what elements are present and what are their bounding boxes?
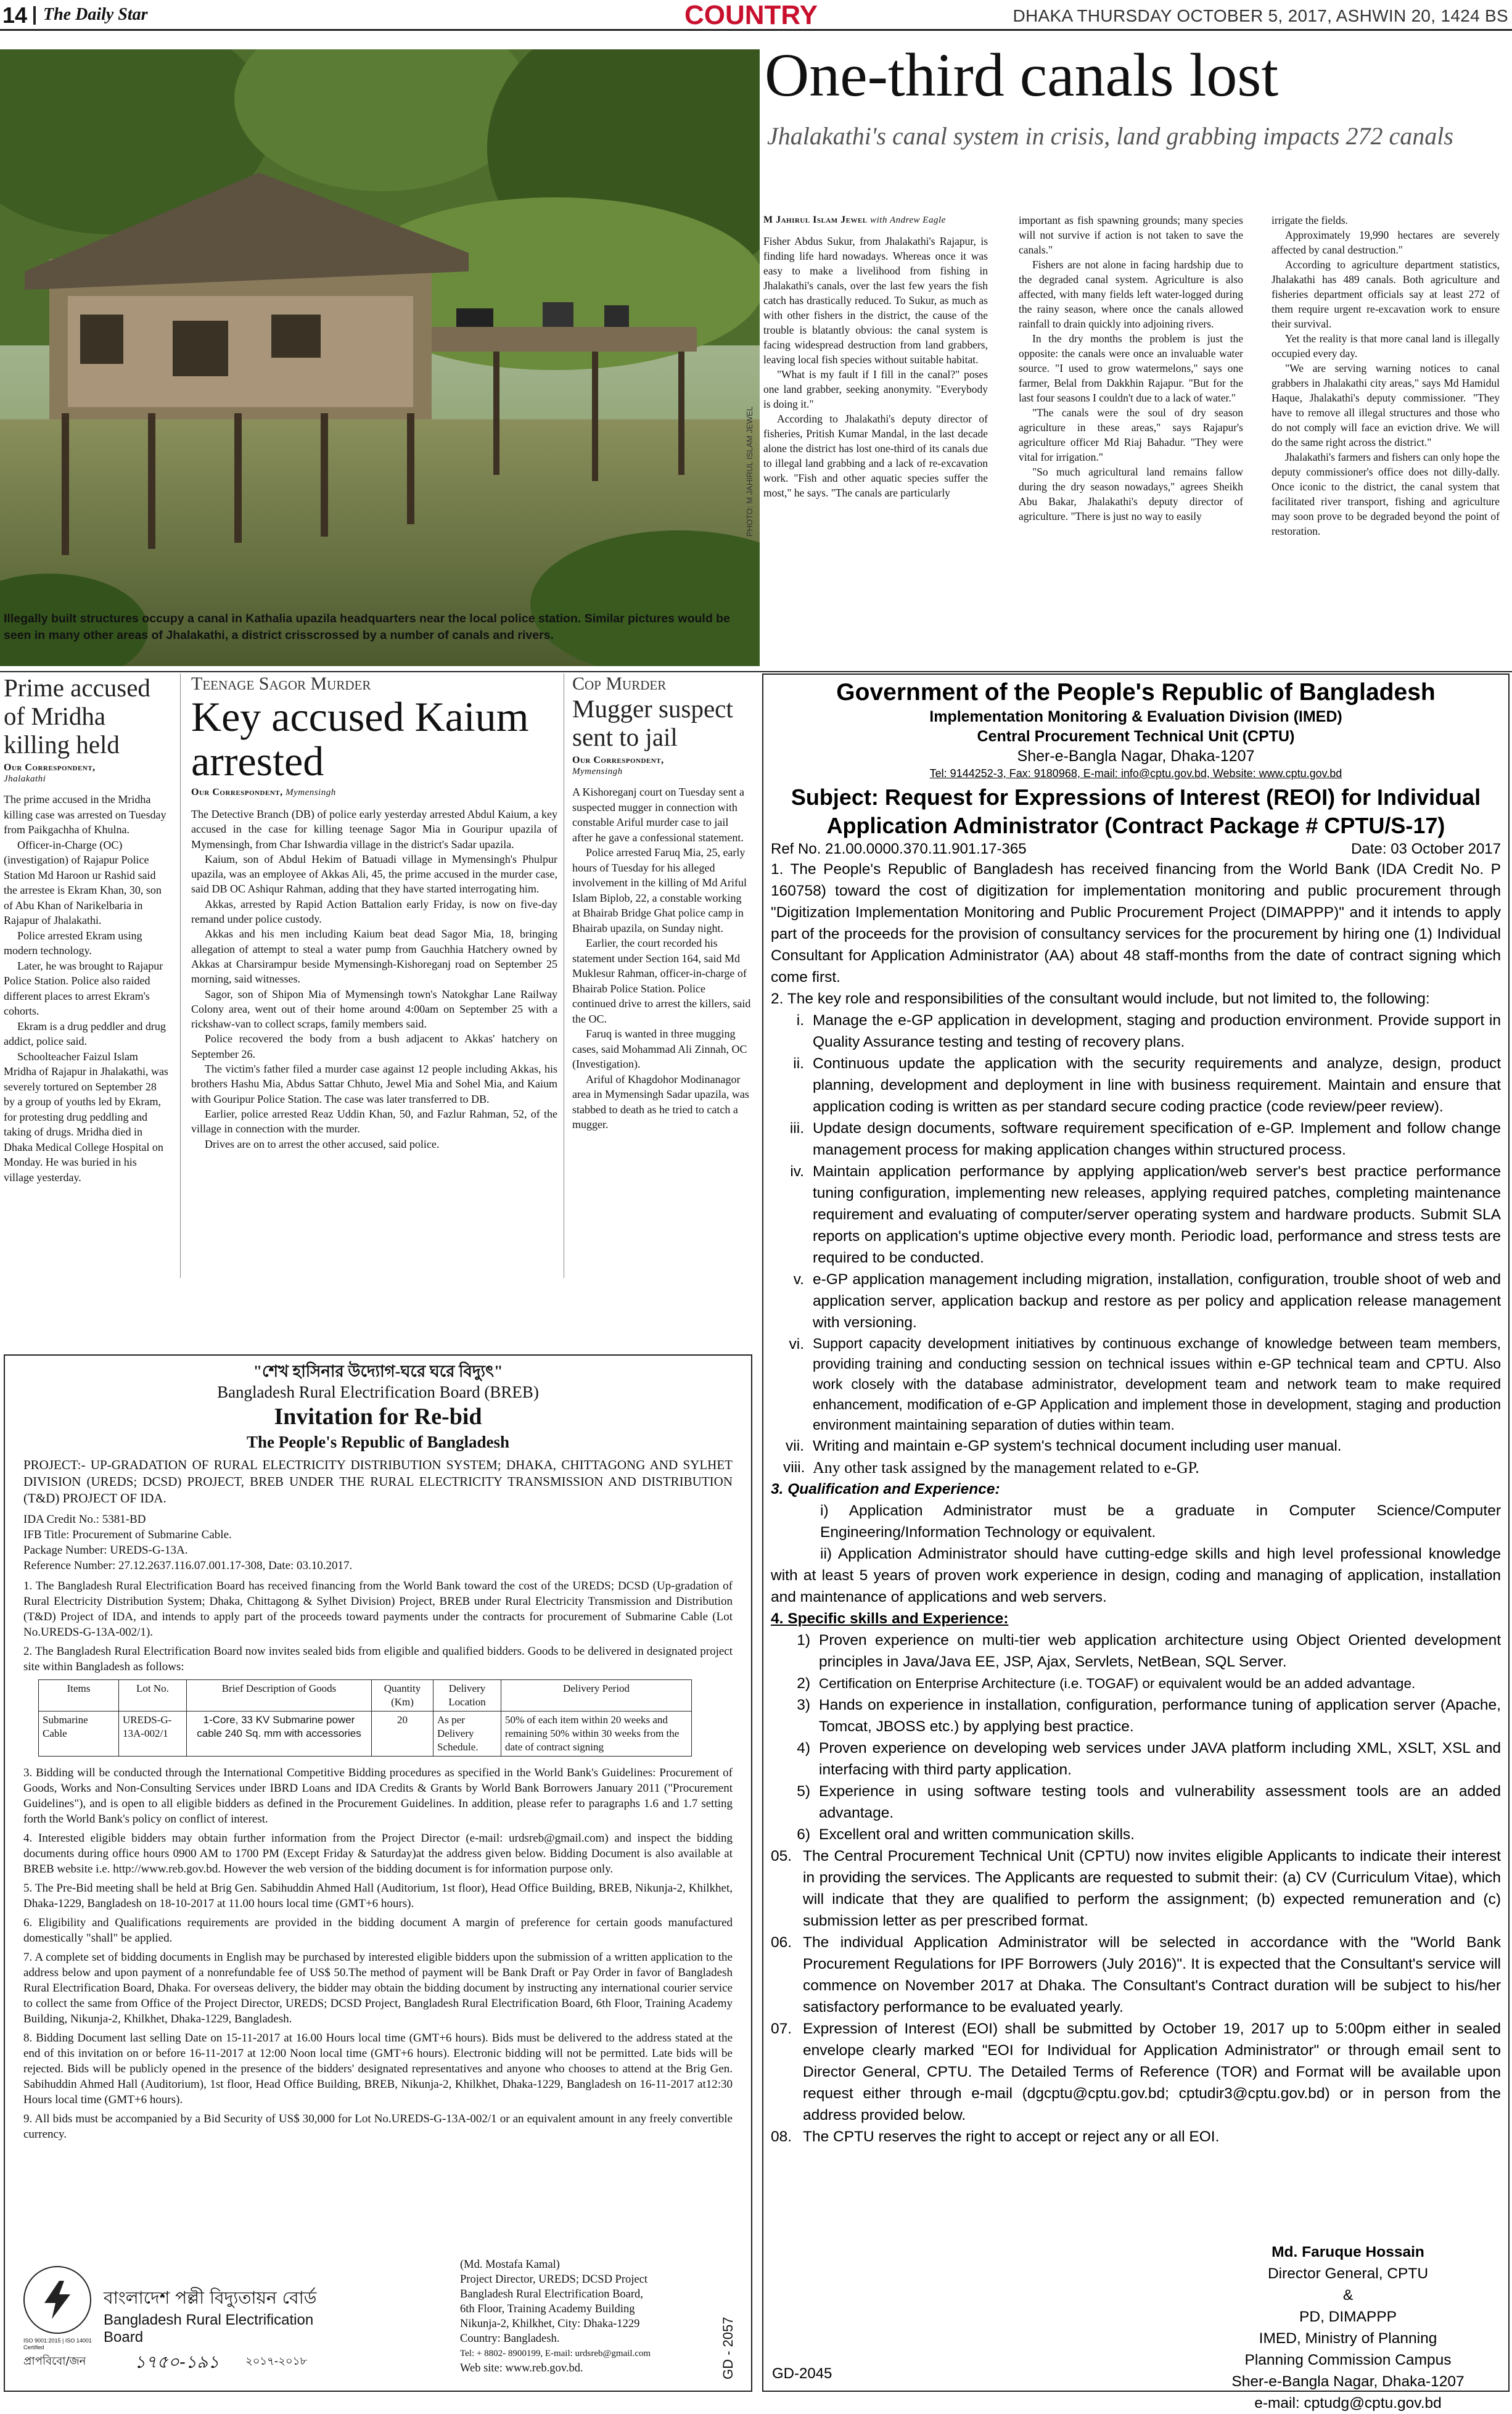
breb-title: Invitation for Re-bid [274,1404,482,1430]
masthead [0,0,1512,31]
tail-item: 08. The CPTU reserves the right to accept or reject any or all EOI. [771,2128,1220,2145]
breb-memo-label: প্রাপবিবো/জন [23,2355,86,2368]
mugger-headline: Mugger suspect sent to jail [572,694,733,751]
tail-item: 07. Expression of Interest (EOI) shall be submitted by October 19, 2017 up to 5:00pm either in sealed envelope clearly marked "EOI for Individual for Application Administrator" or through email sent to Director General, CPTU. The Detailed Terms of Reference (TOR) and Format will be available upon request either through e-mail (dgcptu@cptu.gov.bd; cptudir3@cptu.gov.bd) or in person from the address provided below. [771,2021,1501,2124]
role-item: iii. Update design documents, software requirement specification of e-GP. Implement and follow change management process for making application changes within structured process. [789,1120,1501,1158]
cptu-advertisement [762,674,1510,2412]
col-rule-1 [180,674,181,1278]
lead-c3-p2: Approximately 19,990 hectares are severely affected by canal destruction." [1272,229,1500,256]
lead-c3-p4: Yet the reality is that more canal land is illegally occupied every day. [1272,332,1500,360]
lead-c3-p3: According to agriculture department statistics, Jhalakathi has 489 canals. Both agriculture and fisheries department officials say at least 272 of them require urgent re-excavation work to ensure their survival. [1272,258,1500,330]
breb-logo-icon [23,2266,91,2334]
sagor-headline: Key accused Kaium arrested [191,693,529,785]
canal-photo-illustration [0,49,760,666]
cptu-section-4: 4. Specific skills and Experience: [771,1610,1009,1627]
lead-c2-p2: Fishers are not alone in facing hardship due to the degraded canal system. Agriculture is also affected, with many fields left water-logged during the rainy season, where once the canals allowed rainfall to drain quickly into adjoining rivers. [1019,258,1243,330]
cptu-gd-number: GD-2045 [772,2365,832,2382]
lightning-icon [36,2278,79,2321]
breb-paras: 3. Bidding will be conducted through the International Competitive Bidding procedures as specified in the World Bank's Guidelines: Procurement of Goods, Works and Non-Consulting Services under IBRD Loans and IDA Credits & Grants by World Bank Borrowers January 2011 ("Procurement Guidelines"), and is open to all eligible bidders as defined in the Procurement Guidelines. In addition, please refer to paragraphs 1.6 and 1.7 setting forth the World Bank's policy on conflict of interest. 4. Interested eligible bidders may obtain further information from the Project Director (e-mail: urdsreb@gmail.com) and inspect the bidding documents during office hours 0900 AM to 1700 PM (Except Friday & Saturday)at the address given below. Bidding Document is also available at BREB website i.e. http://www.reb.gov.bd. However the web version of the bidding document is for information purpose only. 5. The Pre-Bid meeting shall be held at Brig Gen. Sabihuddin Ahmed Hall (Auditorium, 1st floor), Head Office Building, BREB, Nikunja-2, Khilkhet, Dhaka-1229, Bangladesh on 18-10-2017 at 11.00 hours local time (GMT+6 hours). 6. Eligibility and Qualifications requirements are provided in the bidding document A margin of preference for certain goods manufactured domestically "shall" be applied. 7. A complete set of bidding documents in English may be purchased by interested eligible bidders upon the submission of a written application to the address below and upon payment of a nonrefundable fee of US$ 50.The method of payment will be Bank Draft or Pay Order in favor of Bangladesh Rural Electrification Board, Dhaka. For overseas delivery, the bidder may obtain the bidding document by instructing any international courier service to collect the same from Office of the Project Director, UREDS; DCSD Project, Bangladesh Rural Electrification Board, 6th Floor, Training Academy Building, Nikunja-2, Khilkhet, Dhaka-1229, Bangladesh. 8. Bidding Document last selling Date on 15-11-2017 at 16.00 Hours local time (GMT+6 hours). Bids must be delivered to the address stated at the end of this invitation on or before 16-11-2017 at 12:00 Noon local time (GMT+6 hours). Electronic bidding will not be permitted. Late bids will be rejected. Bids will be publicly opened in the presence of the bidders' designated representatives and anyone who chooses to attend at the Brig Gen. Sabihuddin Ahmed Hall (Auditorium), 1st floor, Head Office Building, BREB, Nikunja-2, Khilkhet, Dhaka-1229, Bangladesh on 16-11-2017 at12:30 Hours local time (GMT+6 hours). 9. All bids must be accompanied by a Bid Security of US$ 30,000 for Lot No.UREDS-G-13A-002/1 or an equivalent amount in any freely convertible currency. [23,1766,733,2141]
story-mugger [572,674,751,1132]
sagor-byline: Our Correspondent, Mymensingh [191,787,336,797]
cptu-qual-2: ii) Application Administrator should have cutting-edge skills and high level professional knowledge with at least 5 years of proven work experience in design, coding and managing of application, installation and maintenance of applications and web servers. [771,1546,1501,1605]
page-number-bar [33,6,36,25]
lead-c3-p5: "We are serving warning notices to canal grabbers in Jhalakathi city areas," says Md Hamidul Haque, Jhalakathi's deputy commissioner. "They have to remove all illegal structures and those who do not comply will face an eviction drive. We will do the same right across the district." [1272,362,1500,448]
mridha-headline: Prime accused of Mridha killing held [4,674,150,759]
breb-memo-number: ১৭৫০-১৯১ [134,2352,220,2372]
lead-c2-p3: In the dry months the problem is just the opposite: the canals were once an invaluable water source. "I used to grow watermelons," says one farmer, Belal from Dakkhin Rajapur. "But for the last four seasons I couldn't due to a lack of water." [1019,332,1243,404]
breb-gd-number: GD - 2057 [720,2317,736,2379]
lead-deck: Jhalakathi's canal system in crisis, land grabbing impacts 272 canals [767,122,1453,150]
table-row: Submarine Cable UREDS-G-13A-002/1 1-Core, 33 KV Submarine power cable 240 Sq. mm with accessories 20 As per Delivery Schedule. 50% of each item within 20 weeks and remaining 50% within 30 weeks from the date of contract signing [39,1712,692,1757]
photo-caption: Illegally built structures occupy a canal in Kathalia upazila headquarters near the local police station. Similar pictures would be seen in many other areas of Jhalakathi, a district crisscrossed by a number of canals and rivers. [4,612,730,642]
breb-logo-en: Bangladesh Rural Electrification Board [104,2312,314,2346]
role-item: viii. Any other task assigned by the management related to e-GP. [783,1459,1199,1477]
cptu-ref-row [771,840,1501,859]
section-name: COUNTRY [684,0,818,30]
role-item: vi. Support capacity development initiatives by continuous exchange of knowledge between team members, providing training and conducting session on technical issues within e-GP technical team and CPTU. Also work closely with the database administrator, development team and network team to make required enhancement, modification of e-GP Application and implement those in development, staging and production environment maintaining separation of duties within team. [789,1335,1501,1433]
lead-col-3 [1272,213,1500,538]
mugger-kicker: Cop Murder [572,674,667,694]
cptu-div2: Central Procurement Technical Unit (CPTU) [977,728,1295,745]
lead-c3-p6: Jhalakathi's farmers and fishers can only hope the deputy commissioner's office does not dilly-dally. Once iconic to the district, the canal system that facilitated river transport, fishing and agriculture may soon prove to be degraded beyond the point of restoration. [1272,451,1500,537]
role-item: vii. Writing and maintain e-GP system's technical document including user manual. [786,1438,1342,1454]
skill-item: 1) Proven experience on multi-tier web application architecture using Object Oriented development principles in Java/Java EE, JSP, Ajax, Servlets, NetBean, SQL Server. [797,1632,1501,1670]
skill-item: 2) Certification on Enterprise Architecture (i.e. TOGAF) or equivalent would be an added advantage. [797,1675,1416,1692]
sagor-body: The Detective Branch (DB) of police early yesterday arrested Abdul Kaium, a key accused in the case for killing teenage Sagor Mia in Gouripur upazila of Mymensingh, from Char Ishwardia village in the district's Sadar upazila. Kaium, son of Abdul Hekim of Batuadi village in Mymensingh's Phulpur upazila, was an employee of Akkas Ali, 45, the prime accused in the murder case, said DB OC Ashiqur Rahman, adding that they have started interrogating him. Akkas, arrested by Rapid Action Battalion early Friday, is now on five-day remand under police custody. Akkas and his men including Kaium beat dead Sagor Mia, 18, bringing allegation of attempt to steal a water pump from Gauchhia Hatchery owned by Akkas at Charsirampur beside Mymensingh-Kishoreganj road on September 25 morning, said witnesses. Sagor, son of Shipon Mia of Mymensingh town's Natokghar Lane Railway Colony area, went out of their home around 4:00am on September 25 with a rickshaw-van to collect scraps, family members said. Police recovered the body from a bush adjacent to Akkas' hatchery on September 26. The victim's father filed a murder case against 12 people including Akkas, his brothers Hashu Mia, Abdus Sattar Chhuto, Jewel Mia and Sohel Mia, and Kaium with Gouripur Police Station. The case was later transferred to DB. Earlier, police arrested Reaz Uddin Khan, 50, and Fazlur Rahman, 52, of the village in connection with the murder. Drives are on to arrest the other accused, said police. [191,808,557,1150]
cptu-skills [771,1629,1501,1845]
lead-c2-p4: "The canals were the soul of dry season agriculture in these areas," says Rajapur's agriculture officer Md Riaj Bahadur. "They were vital for irrigation." [1019,406,1243,463]
signer-name: Md. Faruque Hossain [1272,2244,1424,2260]
skill-item: 5) Experience in using software testing tools and vulnerability assessment tools are an added advantage. [797,1783,1501,1821]
tail-item: 06. The individual Application Administrator will be selected in accordance with the "World Bank Procurement Regulations for IPF Borrowers (July 2016)". It is expected that the Consultant's service will commence on November 2017 at Dhaka. The Consultant's Contract duration will be subject to his/her satisfactory performance to be evaluated yearly. [771,1934,1501,2016]
lead-c3-p1: irrigate the fields. [1272,214,1348,226]
photo-credit: PHOTO: M JAHIRUL ISLAM JEWEL [745,406,754,537]
lead-col-2 [1019,213,1243,524]
breb-logo-bn: বাংলাদেশ পল্লী বিদ্যুতায়ন বোর্ড [104,2288,317,2308]
cptu-para-1: 1. The People's Republic of Bangladesh has received financing from the World Bank (IDA Credit No. P 160758) toward the cost of digitization for implementation monitoring and public procurement through "Digitization Implementation Monitoring and Public Procurement Project (DIMAPPP)" and it intends to apply part of the proceeds for the provision of consultancy services for the procurement by hiring one (1) Individual Consultant for Application Administrator (AA) about 48 staff-months from the date of contract signing which come first. [771,861,1501,986]
breb-advertisement [4,1354,752,2392]
breb-para-2: 2. The Bangladesh Rural Electrification Board now invites sealed bids from eligible and qualified bidders. Goods to be delivered in designated project site within Bangladesh as follows: [23,1645,733,1673]
lead-c1-p1: Fisher Abdus Sukur, from Jhalakathi's Rajapur, is finding life hard nowadays. Whereas once it was easy to make a livelihood from fishing in Jhalakathi's canals, over the last few years the fish catch has drastically reduced. To Sukur, as much as with other fishers in the district, the cause of the trouble is blatantly obvious: the canal system is facing widespread destruction from land grabbers, leaving local fish species without suitable habitat. [763,235,988,366]
sagor-kicker: Teenage Sagor Murder [191,674,371,694]
lead-c1-p3: According to Jhalakathi's deputy director of fisheries, Pritish Kumar Mandal, in the last decade alone the district has lost one-third of its canals due to illegal land grabbing and a lack of re-excavation work. "Fish and other aquatic species suffer the most," he says. "The canals are particularly [763,413,988,499]
breb-org: Bangladesh Rural Electrification Board (BREB) [217,1383,539,1401]
mugger-byline: Our Correspondent, Mymensingh [572,755,664,777]
cptu-para-2: 2. The key role and responsibilities of the consultant would include, but not limited to, the following: [771,991,1430,1007]
breb-memo-year: ২০১৭-২০১৮ [245,2355,308,2368]
mridha-byline: Our Correspondent, Jhalakathi [4,762,96,784]
lead-c1-p2: "What is my fault if I fill in the canal?" poses one land grabber, seeking anonymity. "Everybody is doing it." [763,368,988,410]
breb-project: PROJECT:- UP-GRADATION OF RURAL ELECTRICITY DISTRIBUTION SYSTEM; DHAKA, CHITTAGONG AND SYLHET DIVISION (UREDS; DCSD) PROJECT, BREB UNDER THE RURAL ELECTRICITY TRANSMISSION AND DISTRIBUTION (T&D) PROJECT OF IDA. [23,1457,733,1506]
cptu-subject: Subject: Request for Expressions of Interest (REOI) for Individual Application Administrator (Contract Package # CPTU/S-17) [791,785,1481,838]
breb-logo-block [23,2260,344,2371]
mridha-body: The prime accused in the Mridha killing case was arrested on Tuesday from Paikgachha of Khulna. Officer-in-Charge (OC) (investigation) of Rajapur Police Station Md Haroon ur Rashid said the arrestee is Ekram Khan, 30, son of Abu Khan of Narikelbaria in Rajapur of Jhalakathi. Police arrested Ekram using modern technology. Later, he was brought to Rajapur Police Station. Police also raided different places to arrest Ekram's cohorts. Ekram is a drug peddler and drug addict, police said. Schoolteacher Faizul Islam Mridha of Rajapur in Jhalakathi, was severely tortured on September 28 by a group of youths led by Ekram, for protesting drug peddling and taking of drugs. Mridha died in Dhaka Medical College Hospital on Monday. He was buried in his village yesterday. [4,793,168,1184]
lead-headline: One-third canals lost [765,41,1279,109]
role-item: ii. Continuous update the application with the security requirements and analyze, design, product planning, development and deployment in line with business requirement. Maintain and ensure that application coding is written as per standard secure coding practice (code review/peer review). [793,1055,1501,1115]
role-item: v. e-GP application management including migration, installation, configuration, trouble shoot of web and application server, application backup and restore as per policy and application release management with versioning. [793,1271,1501,1331]
breb-para-1: 1. The Bangladesh Rural Electrification Board has received financing from the World Bank toward the cost of the UREDS; DCSD (Up-gradation of Rural Electricity Distribution System; Dhaka, Chittagong & Sylhet Division) Project, BREB under Rural Electricity Transmission and Distribution (T&D) Project of IDA, and intends to apply part of the proceeds toward payments under the contracts for procurement of Submarine Cable (Lot No.UREDS-G-13A-002/1). [23,1580,733,1639]
page-number: 14 [2,2,28,28]
cptu-ref: Ref No. 21.00.0000.370.11.901.17-365 [771,841,1027,857]
cptu-title: Government of the People's Republic of Bangladesh [836,679,1436,706]
dateline: DHAKA THURSDAY OCTOBER 5, 2017, ASHWIN 20, 1424 BS [1013,6,1508,25]
breb-contact: (Md. Mostafa Kamal) Project Director, UREDS; DCSD Project Bangladesh Rural Electrification Board, 6th Floor, Training Academy Building Nikunja-2, Khilkhet, City: Dhaka-1229 Country: Bangladesh. Tel: + 8802- 8900199, E-mail: urdsreb@gmail.com Web site: www.reb.gov.bd. [460,2259,651,2375]
tail-item: 05. The Central Procurement Technical Unit (CPTU) now invites eligible Applicants to indicate their interest in providing the services. The Applicants are requested to submit their: (a) CV (Curriculum Vitae), which will indicate that they are qualified to perform the assignment; (b) expected remuneration and (c) submission letter as per prescribed format. [771,1848,1501,1929]
rule-under-lead [0,671,1512,672]
cptu-signature: Md. Faruque Hossain Director General, CPTU & PD, DIMAPPP IMED, Ministry of Planning Planning Commission Campus Sher-e-Bangla Nagar, Dhaka-1207 e-mail: cptudg@cptu.gov.bd [1212,2241,1484,2414]
cptu-section-3: 3. Qualification and Experience: [771,1481,1000,1497]
skill-item: 6) Excellent oral and written communication skills. [797,1826,1135,1843]
breb-goods-table [38,1679,692,1757]
breb-meta: IDA Credit No.: 5381-BD IFB Title: Procurement of Submarine Cable. Package Number: UREDS-G-13A. Reference Number: 27.12.2637.116.07.001.17-308, Date: 03.10.2017. [23,1513,353,1572]
skill-item: 3) Hands on experience in installation, configuration, performance tuning of application server (Apache, Tomcat, JBOSS etc.) by applying best practice. [797,1697,1501,1735]
story-sagor [191,674,557,1151]
cptu-qual-1: i) Application Administrator must be a graduate in Computer Science/Computer Engineering/Information Technology or equivalent. [820,1502,1501,1541]
cptu-roles [771,1010,1501,1478]
cptu-date: Date: 03 October 2017 [1351,841,1501,857]
role-item: iv. Maintain application performance by applying application/web server's best practice performance tuning configuration, implementing new releases, applying required patches, completing maintenance requirement and evaluating of computer/server operating system and hardware products. Submit SLA reports on application's uptime objective every month. Periodic load, performance and stress tests are required to be conducted. [790,1163,1501,1266]
role-item: i. Manage the e-GP application in development, staging and production environment. Provide support in Quality Assurance testing and testing of recovery plans. [796,1012,1501,1050]
cptu-div1: Implementation Monitoring & Evaluation Division (IMED) [929,708,1342,725]
skill-item: 4) Proven experience on developing web services under JAVA platform including XML, XSLT, XSL and interfacing with third party application. [797,1740,1501,1778]
table-header-row: Items Lot No. Brief Description of Goods Quantity (Km) Delivery Location Delivery Period [39,1680,692,1712]
cptu-contact: Tel: 9144252-3, Fax: 9180968, E-mail: info@cptu.gov.bd, Website: www.cptu.gov.bd [929,767,1342,780]
lead-col-1 [763,213,988,500]
lead-c2-p5: "So much agricultural land remains fallow during the dry season nowadays," agrees Sheikh Abu Bakar, Jhalakathi's deputy director of agriculture. "There is just no way to easily [1019,466,1243,522]
paper-name: The Daily Star [43,5,148,24]
lead-c2-p1: important as fish spawning grounds; many species will not survive if action is not taken to save the canals." [1019,214,1243,256]
cptu-address: Sher-e-Bangla Nagar, Dhaka-1207 [1017,748,1255,765]
lead-byline: M Jahirul Islam Jewel with Andrew Eagle [763,215,946,225]
lead-photo [0,49,760,666]
breb-iso-text: ISO 9001:2015 | ISO 14001 Certified [23,2338,92,2350]
cptu-tail [771,1845,1501,2148]
breb-subtitle: The People's Republic of Bangladesh [246,1433,510,1451]
story-mridha [4,674,169,1185]
breb-slogan: "শেখ হাসিনার উদ্যোগ-ঘরে ঘরে বিদ্যুৎ" [253,1362,503,1380]
mugger-body: A Kishoreganj court on Tuesday sent a suspected mugger in connection with constable Ariful murder case to jail after he gave a confessional statement. Police arrested Faruq Mia, 25, early hours of Tuesday for his alleged involvement in the killing of Md Ariful Islam Biplob, 22, a constable working at Bhairab Bridge Ghat police camp in Bhairab upazila, on Sunday night. Earlier, the court recorded his statement under Section 164, said Md Muklesur Rahman, officer-in-charge of Bhairab Police Station. Police continued drive to arrest the killers, said the OC. Faruq is wanted in three mugging cases, said Mohammad Ali Zinnah, OC (Investigation). Ariful of Khagdohor Modinanagor area in Mymensingh Sadar upazila, was stabbed to death as he tried to catch a mugger. [572,786,751,1131]
